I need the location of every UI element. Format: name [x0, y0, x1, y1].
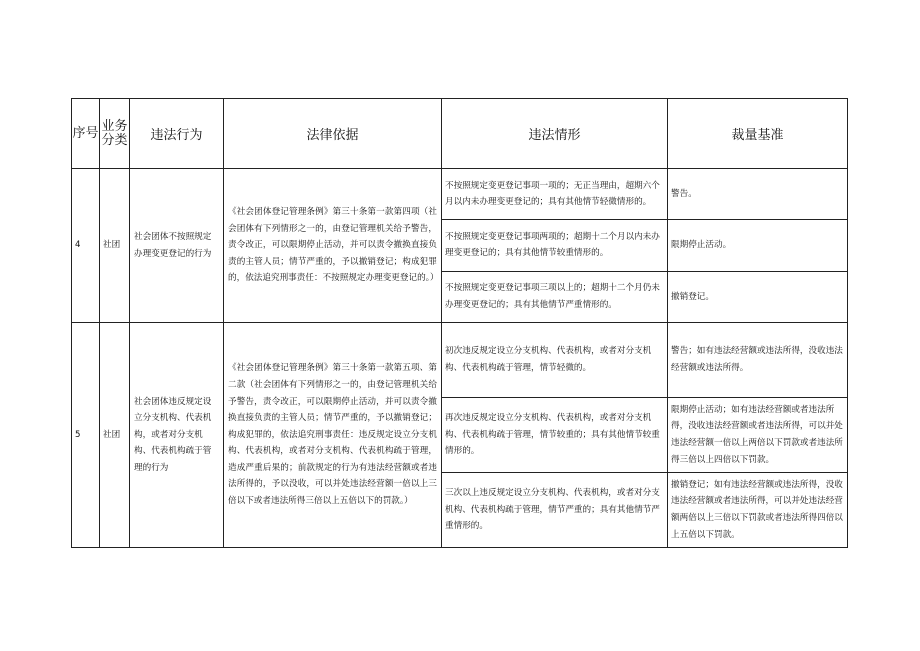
situation-item: 不按照规定变更登记事项一项的；无正当理由，超期六个月以内未办理变更登记的；具有其他情节轻微情形的。 — [445, 180, 660, 208]
row-standards — [668, 323, 848, 548]
standard-item: 限期停止活动；如有违法经营额或者违法所得，没收违法经营额或者违法所得，可以并处违法经营额一倍以上两倍以下罚款或者违法所得三倍以上四倍以下罚款。 — [668, 397, 847, 472]
row-standards — [668, 169, 848, 323]
row-category: 社团 — [100, 323, 130, 548]
discretion-standard-table — [71, 98, 848, 548]
standard-item: 撤销登记；如有违法经营额或违法所得，没收违法经营额或者违法所得，可以并处违法经营额两倍以上三倍以下罚款或者违法所得四倍以上五倍以下罚款。 — [668, 472, 847, 547]
table-header-row — [72, 99, 848, 169]
standard-item: 撤销登记。 — [668, 271, 847, 322]
row-situations — [442, 323, 668, 548]
header-category: 业务分类 — [100, 99, 130, 169]
standard-item: 警告；如有违法经营额或违法所得，没收违法经营额或违法所得。 — [671, 346, 843, 373]
situation-item: 不按照规定变更登记事项三项以上的；超期十二个月仍未办理变更登记的；具有其他情节严重情形的。 — [442, 271, 667, 322]
situation-item: 初次违反规定设立分支机构、代表机构，或者对分支机构、代表机构疏于管理，情节轻微的。 — [445, 346, 652, 373]
situation-item: 三次以上违反规定设立分支机构、代表机构，或者对分支机构、代表机构疏于管理，情节严重的；具有其他情节严重情形的。 — [442, 472, 667, 547]
header-law: 法律依据 — [224, 99, 442, 169]
table-row — [72, 169, 848, 323]
table-row — [72, 323, 848, 548]
header-situation: 违法情形 — [442, 99, 668, 169]
row-law: 《社会团体登记管理条例》第三十条第一款第五项、第二款（社会团体有下列情形之一的，由登记管理机关给予警告，责令改正，可以限期停止活动，并可以责令撤换直接负责的主管人员；情节严重的，予以撤销登记；构成犯罪的，依法追究刑事责任：违反规定设立分支机构、代表机构，或者对分支机构、代表机构疏于管理，造成严重后果的；前款规定的行为有违法经营额或者违法所得的，予以没收，可以并处违法经营额一倍以上三倍以下或者违法所得三倍以上五倍以下的罚款。） — [224, 323, 442, 548]
standard-item: 警告。 — [671, 188, 697, 199]
header-seq: 序号 — [72, 99, 100, 169]
row-act: 社会团体不按照规定办理变更登记的行为 — [130, 169, 224, 323]
row-situations — [442, 169, 668, 323]
row-act: 社会团体违反规定设立分支机构、代表机构，或者对分支机构、代表机构疏于管理的行为 — [130, 323, 224, 548]
row-law: 《社会团体登记管理条例》第三十条第一款第四项（社会团体有下列情形之一的，由登记管理机关给予警告，责令改正，可以限期停止活动，并可以责令撤换直接负责的主管人员；情节严重的，予以撤销登记；构成犯罪的，依法追究刑事责任：不按照规定办理变更登记的。） — [224, 169, 442, 323]
situation-item: 不按照规定变更登记事项两项的；超期十二个月以内未办理变更登记的；具有其他情节较重情形的。 — [442, 219, 667, 270]
standard-item: 限期停止活动。 — [668, 219, 847, 270]
row-seq: 5 — [72, 323, 100, 548]
header-standard: 裁量基准 — [668, 99, 848, 169]
header-act: 违法行为 — [130, 99, 224, 169]
row-seq: 4 — [72, 169, 100, 323]
row-category: 社团 — [100, 169, 130, 323]
situation-item: 再次违反规定设立分支机构、代表机构，或者对分支机构、代表机构疏于管理，情节较重的；具有其他情节较重情形的。 — [442, 397, 667, 472]
